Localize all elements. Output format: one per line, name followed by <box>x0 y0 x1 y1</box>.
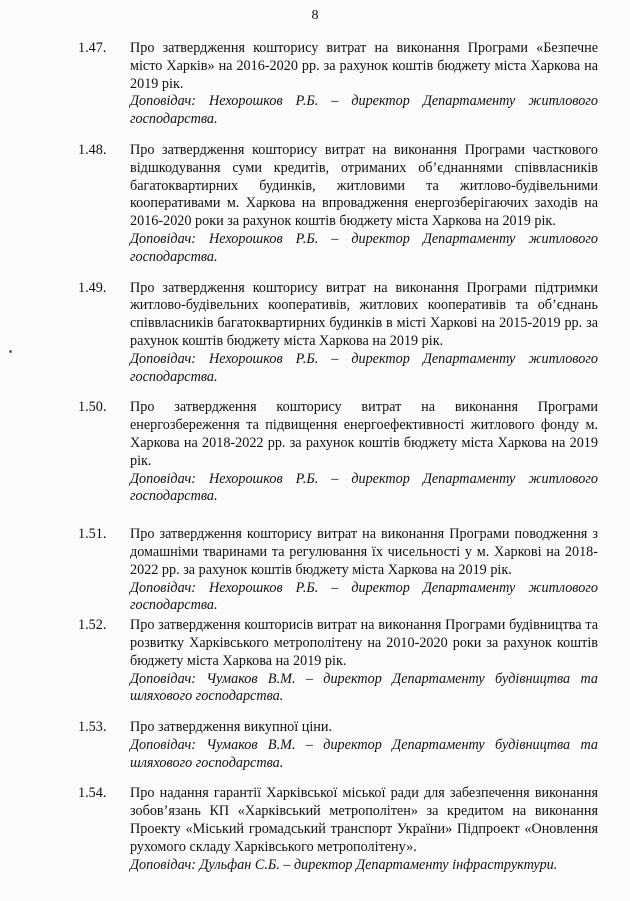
item-number: 1.50. <box>78 399 107 416</box>
agenda-item <box>78 40 598 129</box>
item-body <box>130 785 598 874</box>
speaker-label: Доповідач: <box>130 670 196 687</box>
speaker-text: Дульфан С.Б. – директор Департаменту інфраструктури. <box>199 856 558 873</box>
speaker-label: Доповідач: <box>130 93 196 110</box>
item-number: 1.54. <box>78 785 107 802</box>
item-body <box>130 399 598 506</box>
agenda-item <box>78 617 598 706</box>
item-body <box>130 719 598 772</box>
item-title: Про надання гарантії Харківської міської ради для забезпечення виконання зобов’язань КП «Харківський метрополітен» за кредитом на виконання Проекту «Міський громадський транспорт України» Підпроект «Оновлення рухомого складу Харківського метрополітену». <box>130 785 598 855</box>
item-speaker <box>130 93 598 129</box>
item-body <box>130 280 598 387</box>
speaker-text: Чумаков В.М. – директор Департаменту будівництва та шляхового господарства. <box>130 670 599 705</box>
item-speaker <box>130 351 598 387</box>
item-body <box>130 40 598 129</box>
item-speaker <box>130 671 598 707</box>
item-title: Про затвердження кошторису витрат на виконання Програми енергозбереження та підвищення енергоефективності житлового фонду м. Харкова на 2018-2022 рр. за рахунок коштів бюджету міста Харкова на 2019 рік. <box>130 399 598 469</box>
speaker-label: Доповідач: <box>130 350 196 367</box>
speaker-text: Нехорошков Р.Б. – директор Департаменту житлового господарства. <box>130 230 599 265</box>
agenda-item <box>78 526 598 615</box>
speaker-text: Нехорошков Р.Б. – директор Департаменту житлового господарства. <box>130 93 599 128</box>
speaker-text: Нехорошков Р.Б. – директор Департаменту житлового господарства. <box>130 579 599 614</box>
item-title: Про затвердження кошторису витрат на виконання Програми «Безпечне місто Харків» на 2016-2020 рр. за рахунок коштів бюджету міста Харкова на 2019 рік. <box>130 40 598 92</box>
page-number: 8 <box>311 8 319 23</box>
scan-speck <box>9 350 12 353</box>
agenda-item <box>78 785 598 874</box>
agenda-item <box>78 280 598 387</box>
agenda-item <box>78 142 598 267</box>
item-body <box>130 526 598 615</box>
item-speaker <box>130 471 598 507</box>
item-speaker <box>130 231 598 267</box>
item-number: 1.49. <box>78 279 107 296</box>
speaker-text: Нехорошков Р.Б. – директор Департаменту житлового господарства. <box>130 350 599 385</box>
speaker-text: Нехорошков Р.Б. – директор Департаменту житлового господарства. <box>130 470 599 505</box>
speaker-label: Доповідач: <box>130 230 196 247</box>
item-number: 1.52. <box>78 617 107 634</box>
item-speaker <box>130 580 598 616</box>
item-number: 1.51. <box>78 526 107 543</box>
item-title: Про затвердження викупної ціни. <box>130 719 333 736</box>
item-speaker <box>130 857 598 875</box>
item-title: Про затвердження кошторису витрат на виконання Програми підтримки житлово-будівельних кооперативів, житлових кооперативів та об’єднань співвласників багатоквартирних будинків в місті Харкові на 2015-2019 рр. за рахунок коштів бюджету міста Харкова на 2019 рік. <box>130 279 598 349</box>
agenda-list <box>78 40 598 887</box>
agenda-item <box>78 719 598 772</box>
item-number: 1.47. <box>78 40 107 56</box>
item-body <box>130 142 598 267</box>
speaker-label: Доповідач: <box>130 736 196 753</box>
item-speaker <box>130 737 598 773</box>
speaker-text: Чумаков В.М. – директор Департаменту будівництва та шляхового господарства. <box>130 736 599 771</box>
item-number: 1.48. <box>78 141 107 158</box>
speaker-label: Доповідач: <box>130 856 196 873</box>
agenda-item <box>78 399 598 506</box>
item-title: Про затвердження кошторису витрат на виконання Програми поводження з домашніми тваринами та регулювання їх чисельності у м. Харкові на 2018-2022 рр. за рахунок коштів бюджету міста Харкова на 2019 рік. <box>130 526 598 578</box>
speaker-label: Доповідач: <box>130 579 196 596</box>
item-number: 1.53. <box>78 719 107 736</box>
item-body <box>130 617 598 706</box>
item-title: Про затвердження кошторисів витрат на виконання Програми будівництва та розвитку Харківського метрополітену на 2010-2020 роки за рахунок коштів бюджету міста Харкова на 2019 рік. <box>130 617 598 669</box>
speaker-label: Доповідач: <box>130 470 196 487</box>
item-title: Про затвердження кошторису витрат на виконання Програми часткового відшкодування суми кредитів, отриманих об’єднаннями співвласників багатоквартирних будинків, житловими та житлово-будівельними кооперативами м. Харкова на впровадження енергозберігаючих заходів на 2016-2020 роки за рахунок коштів бюджету міста Харкова на 2019 рік. <box>130 141 598 230</box>
